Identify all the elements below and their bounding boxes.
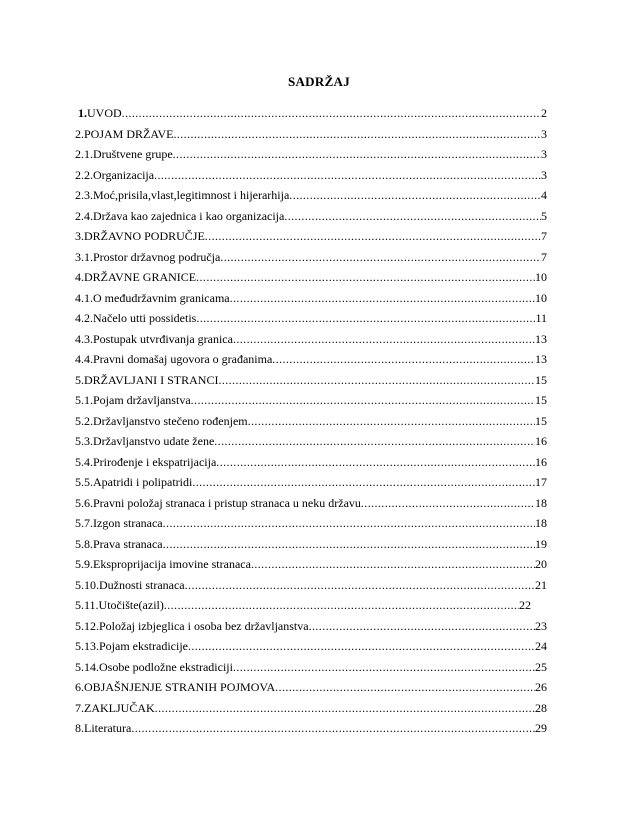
toc-dot-leader xyxy=(173,124,541,145)
toc-page-number: 11 xyxy=(535,311,547,325)
toc-entry-text: 5.10.Dužnosti stranaca xyxy=(75,577,185,592)
toc-entry xyxy=(75,698,547,719)
toc-dot-leader xyxy=(154,165,541,186)
toc-entry-label xyxy=(75,472,192,493)
toc-page-number: 29 xyxy=(535,721,547,735)
toc-entry-label xyxy=(75,144,173,165)
toc-entry-label xyxy=(75,595,164,616)
toc-dot-leader xyxy=(230,288,535,309)
toc-entry-label xyxy=(75,431,214,452)
toc-entry-label xyxy=(75,226,205,247)
toc-entry-text: 5.2.Državljanstvo stečeno rođenjem xyxy=(75,413,248,428)
toc-entry-label xyxy=(75,657,233,678)
toc-entry xyxy=(75,144,547,165)
toc-entry-label xyxy=(78,103,122,124)
toc-entry xyxy=(75,247,547,268)
toc-entry xyxy=(75,534,547,555)
toc-entry xyxy=(75,636,547,657)
toc-entry xyxy=(75,718,547,739)
toc-page-number: 26 xyxy=(535,680,547,694)
toc-page-number: 15 xyxy=(535,393,547,407)
toc-dot-leader xyxy=(185,575,535,596)
toc-entry-text: 4.1.O međudržavnim granicama xyxy=(75,290,230,305)
table-of-contents xyxy=(75,103,547,739)
toc-dot-leader xyxy=(196,308,535,329)
toc-entry xyxy=(75,513,547,534)
toc-dot-leader xyxy=(248,411,535,432)
toc-entry-label xyxy=(75,616,309,637)
toc-dot-leader xyxy=(251,554,535,575)
toc-entry xyxy=(75,329,547,350)
toc-title: SADRŽAJ xyxy=(287,74,351,89)
toc-entry xyxy=(75,677,547,698)
toc-dot-leader xyxy=(289,185,541,206)
toc-entry xyxy=(75,431,547,452)
toc-entry-text: 5.1.Pojam državljanstva xyxy=(75,393,191,407)
toc-dot-leader xyxy=(218,370,535,391)
toc-entry-label xyxy=(75,636,188,657)
toc-entry xyxy=(75,308,547,329)
toc-entry xyxy=(75,226,547,247)
toc-page-number: 18 xyxy=(535,495,547,510)
toc-entry-text: 5.5.Apatridi i polipatridi xyxy=(75,475,193,489)
toc-dot-leader xyxy=(192,472,535,493)
toc-entry-text: 4.3.Postupak utvrđivanja granica xyxy=(75,331,233,346)
toc-entry-label xyxy=(75,411,248,432)
toc-entry-text: 5.11.Utočište(azil) xyxy=(75,598,164,612)
toc-entry xyxy=(75,390,547,411)
toc-page-number: 3 xyxy=(541,126,547,141)
toc-entry-label xyxy=(75,534,163,555)
toc-entry-text: 4.4.Pravni domašaj ugovora o građanima xyxy=(75,352,273,366)
toc-entry-text: 2.3.Moć,prisila,vlast,legitimnost i hijerarhija xyxy=(75,188,290,202)
toc-entry xyxy=(75,616,547,637)
toc-entry-text: 5.7.Izgon stranaca xyxy=(75,516,163,530)
toc-entry-label xyxy=(75,452,216,473)
toc-entry-label xyxy=(75,185,289,206)
toc-page-number: 16 xyxy=(535,434,547,448)
toc-page-number: 28 xyxy=(535,700,547,715)
toc-entry-text: 4.2.Načelo utti possidetis xyxy=(75,311,197,325)
toc-dot-leader xyxy=(216,452,535,473)
toc-entry xyxy=(75,472,547,493)
toc-entry-label xyxy=(75,267,196,288)
toc-dot-leader xyxy=(284,206,541,227)
toc-entry-text: 2.4.Država kao zajednica i kao organizacija xyxy=(75,208,285,223)
toc-entry-label xyxy=(75,370,218,391)
toc-entry xyxy=(75,185,547,206)
toc-page-number: 18 xyxy=(535,516,547,530)
toc-page-number: 24 xyxy=(535,639,547,653)
toc-page-number: 16 xyxy=(535,454,547,469)
toc-entry xyxy=(75,370,547,391)
toc-entry xyxy=(75,411,547,432)
toc-entry xyxy=(75,554,547,575)
toc-entry-label xyxy=(75,288,230,309)
toc-entry-label xyxy=(75,575,185,596)
toc-page-number: 23 xyxy=(535,618,547,633)
toc-entry-text: 2.1.Društvene grupe xyxy=(75,147,173,161)
toc-page-number: 7 xyxy=(541,229,547,243)
toc-page-number: 5 xyxy=(541,208,547,223)
toc-entry xyxy=(75,103,547,124)
toc-entry-text: 6.OBJAŠNJENJE STRANIH POJMOVA xyxy=(75,680,276,694)
toc-entry-label xyxy=(75,165,154,186)
toc-entry-text: 5.DRŽAVLJANI I STRANCI xyxy=(75,372,219,387)
toc-entry-text: 5.3.Državljanstvo udate žene xyxy=(75,434,215,448)
toc-dot-leader xyxy=(272,349,535,370)
toc-dot-leader xyxy=(205,226,541,247)
toc-dot-leader xyxy=(131,718,535,739)
toc-entry-text: 2.POJAM DRŽAVE xyxy=(75,126,174,141)
toc-page-number: 3 xyxy=(541,167,547,182)
toc-page-number: 15 xyxy=(535,372,547,387)
toc-entry-label xyxy=(75,308,196,329)
toc-dot-leader xyxy=(233,657,535,678)
toc-entry-text: 5.14.Osobe podložne ekstradiciji xyxy=(75,659,233,674)
toc-page-number: 17 xyxy=(535,475,547,489)
toc-entry-label xyxy=(75,698,155,719)
toc-entry-text: 5.13.Pojam ekstradicije xyxy=(75,639,188,653)
toc-dot-leader xyxy=(122,103,541,124)
toc-page-number: 20 xyxy=(535,557,547,571)
toc-entry xyxy=(75,349,547,370)
toc-entry-text: 7.ZAKLJUČAK xyxy=(75,700,155,715)
toc-entry-text: UVOD xyxy=(87,106,122,120)
toc-page-number: 7 xyxy=(541,249,547,264)
toc-dot-leader xyxy=(309,616,535,637)
toc-dot-leader xyxy=(188,636,535,657)
toc-dot-leader xyxy=(173,144,541,165)
toc-entry-text: 5.4.Prirođenje i ekspatrijacija xyxy=(75,454,217,469)
toc-page-number: 19 xyxy=(535,536,547,551)
toc-entry-text: 5.12.Položaj izbjeglica i osoba bez državljanstva xyxy=(75,618,309,633)
toc-dot-leader xyxy=(191,390,535,411)
toc-entry xyxy=(75,206,547,227)
toc-entry xyxy=(75,657,547,678)
toc-page-number: 4 xyxy=(541,188,547,202)
toc-entry-label xyxy=(75,390,191,411)
toc-page-number: 13 xyxy=(535,331,547,346)
toc-dot-leader xyxy=(233,329,535,350)
toc-page-number: 2 xyxy=(541,106,547,120)
toc-entry xyxy=(75,267,547,288)
toc-page-number: 10 xyxy=(535,270,547,284)
toc-dot-leader xyxy=(164,595,519,616)
toc-entry-text: 5.6.Pravni položaj stranaca i pristup stranaca u neku državu xyxy=(75,495,361,510)
toc-page-number: 22 xyxy=(519,598,531,612)
toc-entry xyxy=(75,493,547,514)
toc-entry-label xyxy=(75,493,361,514)
toc-entry-label xyxy=(75,718,131,739)
toc-entry-text: 5.8.Prava stranaca xyxy=(75,536,163,551)
toc-dot-leader xyxy=(163,513,535,534)
toc-dot-leader xyxy=(196,267,535,288)
toc-entry-label xyxy=(75,329,233,350)
toc-entry xyxy=(75,288,547,309)
toc-entry-label xyxy=(75,349,272,370)
toc-entry-text: 5.9.Eksproprijacija imovine stranaca xyxy=(75,557,251,571)
toc-entry-text: 3.DRŽAVNO PODRUČJE xyxy=(75,229,205,243)
toc-dot-leader xyxy=(275,677,535,698)
toc-entry-label xyxy=(75,247,220,268)
toc-entry xyxy=(75,575,547,596)
toc-entry xyxy=(75,165,547,186)
toc-entry-number: 1. xyxy=(78,106,87,120)
toc-entry-text: 3.1.Prostor državnog područja xyxy=(75,249,221,264)
toc-entry xyxy=(75,452,547,473)
toc-page-number: 13 xyxy=(535,352,547,366)
toc-page-number: 10 xyxy=(535,290,547,305)
toc-page-number: 3 xyxy=(541,147,547,161)
toc-page-number: 15 xyxy=(535,413,547,428)
toc-dot-leader xyxy=(214,431,535,452)
toc-entry-text: 4.DRŽAVNE GRANICE xyxy=(75,270,197,284)
toc-dot-leader xyxy=(361,493,535,514)
toc-page-number: 25 xyxy=(535,659,547,674)
toc-page-number: 21 xyxy=(535,577,547,592)
toc-entry-label xyxy=(75,513,163,534)
toc-dot-leader xyxy=(163,534,535,555)
toc-entry xyxy=(75,124,547,145)
toc-entry-label xyxy=(75,124,173,145)
toc-entry xyxy=(75,595,531,616)
toc-entry-text: 2.2.Organizacija xyxy=(75,167,155,182)
toc-entry-label xyxy=(75,554,251,575)
toc-dot-leader xyxy=(220,247,541,268)
toc-entry-label xyxy=(75,206,284,227)
toc-entry-label xyxy=(75,677,275,698)
toc-dot-leader xyxy=(155,698,535,719)
toc-entry-text: 8.Literatura xyxy=(75,721,132,735)
